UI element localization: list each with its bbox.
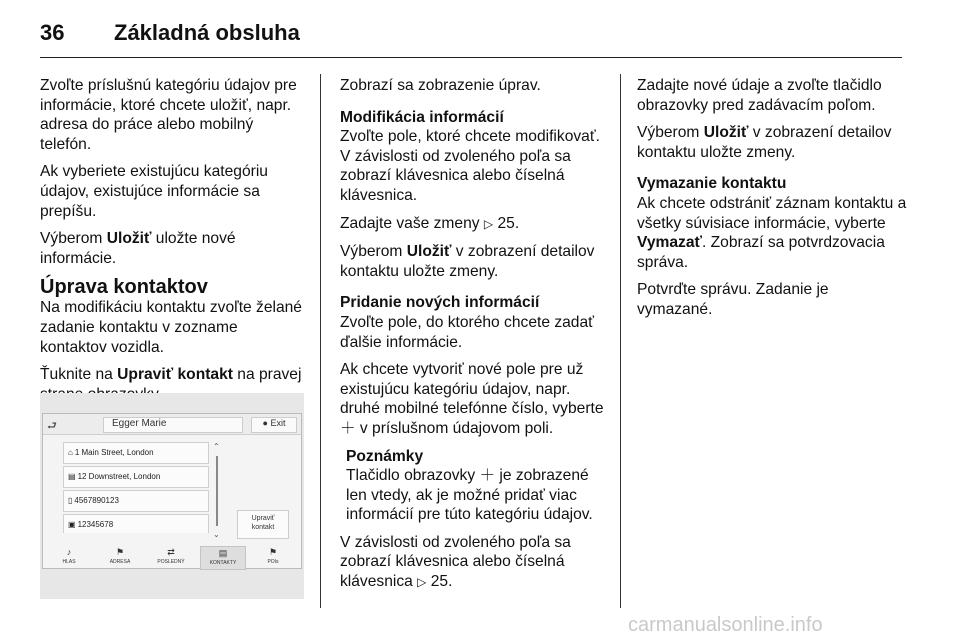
section-heading: Vymazanie kontaktu (637, 175, 787, 193)
page-ref-icon: ▷ (417, 575, 427, 590)
paragraph: Zobrazí sa zobrazenie úprav. (340, 77, 541, 94)
recent-icon: ⇄ (167, 547, 175, 557)
contact-row: ▤ 12 Downstreet, London (63, 466, 209, 488)
contact-row: ⌂ 1 Main Street, London (63, 442, 209, 464)
watermark: carmanualsonline.info (628, 614, 823, 636)
paragraph: Zadajte nové údaje a zvoľte tlačidlo obrazovky pred zadávacím poľom. (637, 77, 882, 114)
paragraph: Zvoľte príslušnú kategóriu údajov pre informácie, ktoré chcete uložiť, napr. adresa do práce alebo mobilný telefón. (40, 77, 297, 153)
exit-button: ● Exit (251, 417, 297, 433)
header-rule (40, 57, 902, 58)
ui-term: Vymazať (637, 234, 702, 252)
paragraph: Potvrďte správu. Zadanie je vymazané. (637, 281, 829, 318)
edit-contact-button: Upraviť kontakt (237, 510, 289, 539)
section-heading: Pridanie nových informácií (340, 294, 540, 312)
flag-icon: ⚑ (115, 547, 125, 557)
contacts-icon: ▤ (218, 548, 228, 558)
column-divider (320, 74, 321, 608)
poi-icon: ⚑ (268, 547, 278, 557)
paragraph: Zadajte vaše zmeny ▷ 25. (340, 214, 520, 232)
home-icon: ⌂ (68, 448, 73, 457)
scrollbar (213, 442, 221, 540)
paragraph: Ak chcete odstrániť záznam kontaktu a všetky súvisiace informácie, vyberte Vymazať. Zobrazí sa potvrdzovacia správa. (637, 194, 907, 271)
note-text: Tlačidlo obrazovky ＋ je zobrazené len vtedy, ak je možné pridať viac informácií pre túto kategóriu údajov. (346, 467, 593, 524)
chapter-title: Základná obsluha (114, 20, 300, 45)
tab-adresa: ⚑ ADRESA (98, 546, 142, 568)
ui-term: Upraviť kontakt (117, 366, 233, 384)
chevron-up-icon: ⌃ (213, 442, 220, 451)
contact-name-field: Egger Marie (103, 417, 243, 433)
ui-term: Uložiť (106, 230, 152, 248)
note-title: Poznámky (346, 447, 424, 465)
page-ref-icon: ▷ (483, 216, 494, 231)
page-number: 36 (40, 20, 65, 45)
tab-hlas: ♪ HLAS (47, 546, 91, 568)
paragraph: Výberom Uložiť v zobrazení detailov kontaktu uložte zmeny. (637, 124, 892, 161)
paragraph: Zvoľte pole, do ktorého chcete zadať ďalšie informácie. (340, 313, 594, 351)
infotainment-screen (42, 413, 302, 569)
phone-icon: ▯ (68, 496, 73, 505)
contact-row: ▣ 12345678 (63, 514, 209, 533)
section-heading: Modifikácia informácií (340, 108, 504, 126)
screenshot-figure (40, 393, 304, 599)
paragraph: Výberom Uložiť v zobrazení detailov kontaktu uložte zmeny. (340, 243, 595, 280)
column-3 (637, 76, 907, 328)
section-heading: Úprava kontaktov (40, 276, 208, 299)
screen-title-bar (43, 414, 301, 435)
fax-icon: ▣ (68, 520, 76, 529)
paragraph: Na modifikáciu kontaktu zvoľte želané zadanie kontaktu v zozname kontaktov vozidla. (40, 299, 302, 356)
page-header (40, 14, 910, 54)
tab-posledny: ⇄ POSLEDNÝ (149, 546, 193, 568)
paragraph: Ťuknite na Upraviť kontakt na pravej (40, 366, 302, 384)
audio-icon: ♪ (66, 547, 72, 557)
tab-bar (43, 546, 301, 568)
ui-term: Uložiť (703, 124, 749, 142)
column-2 (340, 76, 608, 601)
column-divider (620, 74, 621, 608)
tab-kontakty: ▤ KONTAKTY (200, 546, 246, 570)
paragraph: Výberom Uložiť uložte nové informácie. (40, 230, 236, 267)
contact-row: ▯ 4567890123 (63, 490, 209, 512)
paragraph: Ak vyberiete existujúcu kategóriu údajov, existujúce informácie sa prepíšu. (40, 163, 268, 220)
chevron-down-icon: ⌄ (213, 530, 220, 539)
paragraph: Zvoľte pole, ktoré chcete modifikovať. V závislosti od zvoleného poľa sa zobrazí klávesnica alebo číselná klávesnica. (340, 128, 601, 204)
column-1 (40, 76, 308, 412)
back-arrow-icon: ⮐ (47, 420, 57, 432)
paragraph: Ak chcete vytvoriť nové pole pre už existujúcu kategóriu údajov, napr. druhé mobilné telefónne číslo, vyberte ＋ v príslušnom údajovom poli. (340, 361, 604, 437)
ui-term: Uložiť (406, 243, 452, 261)
work-icon: ▤ (68, 472, 76, 481)
note-box (340, 447, 608, 525)
tab-pois: ⚑ POIs (251, 546, 295, 568)
paragraph: V závislosti od zvoleného poľa sa zobrazí klávesnica alebo číselná klávesnica ▷ 25. (340, 533, 571, 591)
